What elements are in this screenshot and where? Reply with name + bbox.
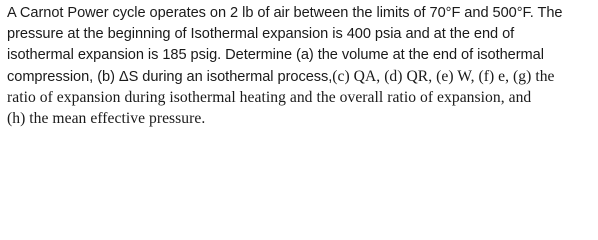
problem-statement [7, 3, 595, 129]
problem-line-2: pressure at the beginning of Isothermal expansion is 400 psia and at the end of [7, 26, 515, 42]
problem-line-6: (h) the mean effective pressure. [7, 110, 206, 127]
problem-line-3: isothermal expansion is 185 psig. Determine (a) the volume at the end of isothermal [7, 47, 544, 63]
problem-line-1: A Carnot Power cycle operates on 2 lb of air between the limits of 70°F and 500°F. The [7, 5, 563, 21]
problem-line-4-part-1: compression, (b) ΔS during an isothermal process, [7, 69, 333, 85]
problem-line-4-part-2: (c) QA, (d) QR, (e) W, (f) e, (g) the [332, 68, 555, 85]
problem-line-5: ratio of expansion during isothermal heating and the overall ratio of expansion, and [7, 89, 532, 106]
problem-line-4 [7, 66, 595, 87]
